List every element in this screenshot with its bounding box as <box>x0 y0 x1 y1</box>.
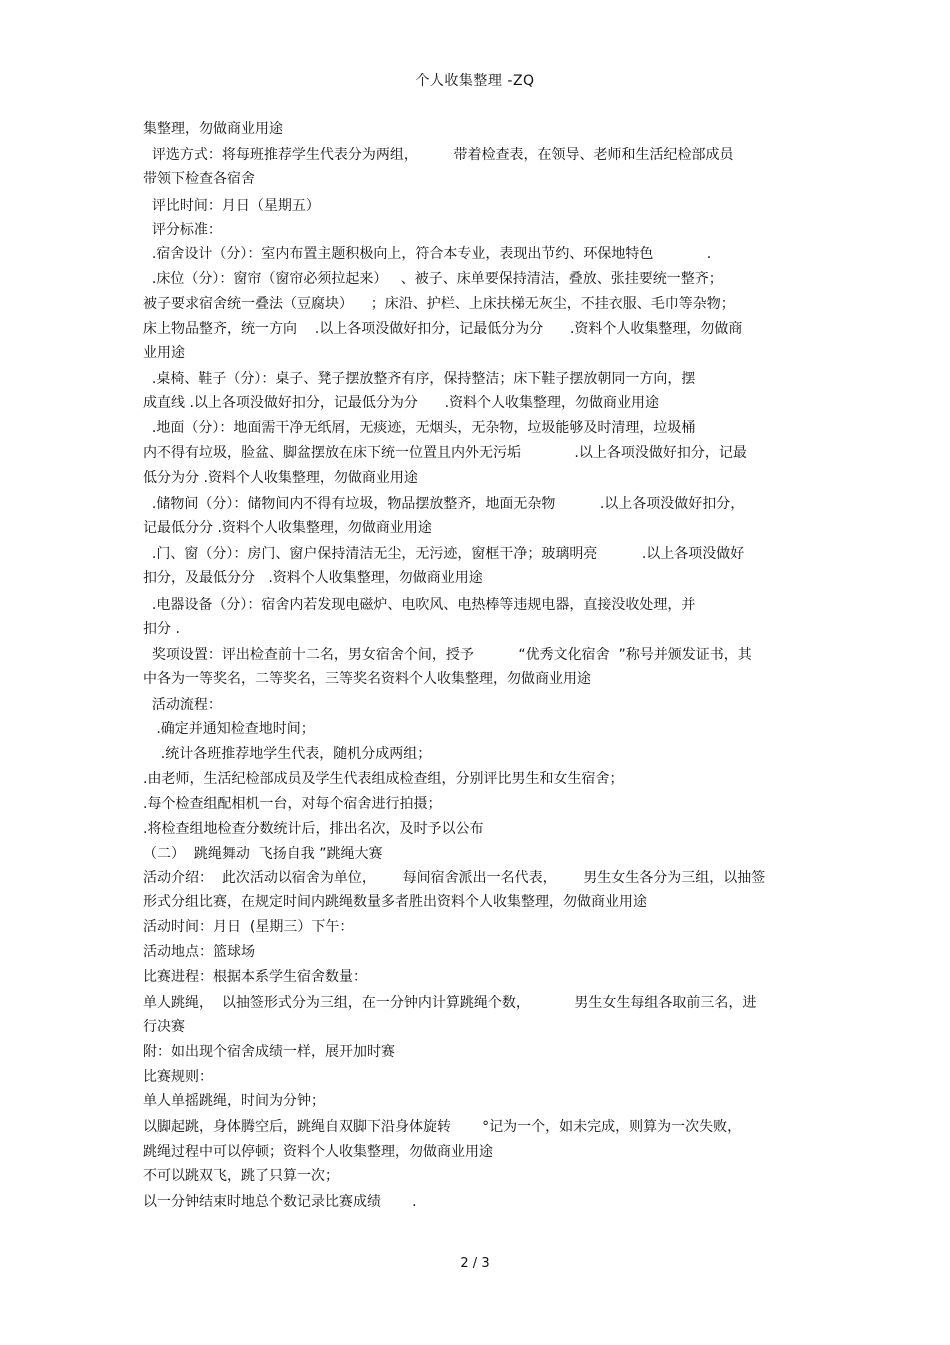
text-line: .门、窗（分）：房门、窗户保持清洁无尘，无污迹，窗框干净；玻璃明亮 .以上各项没做好 <box>143 546 745 562</box>
text-line: 扣分 . <box>143 621 180 637</box>
page-number: 2 / 3 <box>460 1256 490 1271</box>
text-line: （二） 跳绳舞动 飞扬自我 ”跳绳大赛 <box>143 846 383 862</box>
text-line: 比赛规则： <box>143 1069 213 1085</box>
text-line: 行决赛 <box>143 1019 185 1035</box>
text-line: 评比时间：月日（星期五） <box>143 198 320 214</box>
text-line: .地面（分）：地面需干净无纸屑，无痰迹，无烟头，无杂物，垃圾能够及时清理，垃圾桶 <box>143 420 696 436</box>
text-line: 活动时间：月日 (星期三）下午： <box>143 919 354 935</box>
page-header: 个人收集整理 -ZQ <box>415 73 535 89</box>
text-line: 奖项设置：评出检查前十二名，男女宿舍个间，授予 “优秀文化宿舍 ”称号并颁发证书，其 <box>143 647 752 663</box>
text-line: .储物间（分）：储物间内不得有垃圾，物品摆放整齐，地面无杂物 .以上各项没做好扣分， <box>143 496 745 512</box>
text-line: .将检查组地检查分数统计后，排出名次，及时予以公布 <box>143 821 484 837</box>
text-line: 内不得有垃圾，脸盆、脚盆摆放在床下统一位置且内外无污垢 .以上各项没做好扣分，记最 <box>143 445 747 461</box>
text-line: .床位（分）：窗帘（窗帘必须拉起来） 、被子、床单要保持清洁，叠放、张挂要统一整齐； <box>143 271 723 287</box>
text-line: .统计各班推荐地学生代表，随机分成两组； <box>143 746 432 762</box>
text-line: 床上物品整齐，统一方向 .以上各项没做好扣分，记最低分为分 .资料个人收集整理，勿做商 <box>143 321 743 337</box>
text-line: 带领下检查各宿舍 <box>143 171 255 187</box>
text-line: .桌椅、鞋子（分）：桌子、凳子摆放整齐有序，保持整洁；床下鞋子摆放朝同一方向，摆 <box>143 371 696 387</box>
text-line: 低分为分 .资料个人收集整理，勿做商业用途 <box>143 470 418 486</box>
text-line: 业用途 <box>143 345 185 361</box>
text-line: 附：如出现个宿舍成绩一样，展开加时赛 <box>143 1044 395 1060</box>
text-line: 活动介绍： 此次活动以宿舍为单位， 每间宿舍派出一名代表， 男生女生各分为三组，以抽签 <box>143 870 766 886</box>
text-line: 记最低分分 .资料个人收集整理，勿做商业用途 <box>143 520 432 536</box>
text-line: 扣分，及最低分分 .资料个人收集整理，勿做商业用途 <box>143 570 483 586</box>
text-line: 成直线 .以上各项没做好扣分，记最低分为分 .资料个人收集整理，勿做商业用途 <box>143 395 660 411</box>
text-line: .由老师，生活纪检部成员及学生代表组成检查组，分别评比男生和女生宿舍； <box>143 771 624 787</box>
text-line: 形式分组比赛，在规定时间内跳绳数量多者胜出资料个人收集整理，勿做商业用途 <box>143 894 647 910</box>
text-line: 不可以跳双飞，跳了只算一次； <box>143 1168 339 1184</box>
text-line: .电器设备（分）：宿舍内若发现电磁炉、电吹风、电热棒等违规电器，直接没收处理，并 <box>143 597 696 613</box>
text-line: .确定并通知检查地时间； <box>143 721 315 737</box>
text-line: .每个检查组配相机一台，对每个宿舍进行拍摄； <box>143 796 442 812</box>
text-line: .宿舍设计（分）：室内布置主题积极向上，符合本专业，表现出节约、环保地特色 . <box>143 246 712 262</box>
text-line: 评分标准： <box>143 222 222 238</box>
text-line: 比赛进程：根据本系学生宿舍数量： <box>143 969 367 985</box>
text-line: 单人单摇跳绳，时间为分钟； <box>143 1093 325 1109</box>
text-line: 跳绳过程中可以停顿；资料个人收集整理，勿做商业用途 <box>143 1144 493 1160</box>
text-line: 被子要求宿舍统一叠法（豆腐块） ；床沿、护栏、上床扶梯无灰尘，不挂衣服、毛巾等杂物； <box>143 296 735 312</box>
text-line: 评选方式：将每班推荐学生代表分为两组， 带着检查表，在领导、老师和生活纪检部成员 <box>143 147 734 163</box>
text-line: 活动地点：篮球场 <box>143 944 255 960</box>
text-line: 活动流程： <box>143 697 222 713</box>
text-line: 单人跳绳， 以抽签形式分为三组，在一分钟内计算跳绳个数， 男生女生每组各取前三名，进 <box>143 995 757 1011</box>
text-line: 集整理，勿做商业用途 <box>143 121 283 137</box>
text-line: 以脚起跳，身体腾空后，跳绳自双脚下沿身体旋转 °记为一个，如未完成，则算为一次失败， <box>143 1119 742 1135</box>
text-line: 以一分钟结束时地总个数记录比赛成绩 . <box>143 1194 417 1210</box>
text-line: 中各为一等奖名，二等奖名，三等奖名资料个人收集整理，勿做商业用途 <box>143 671 591 687</box>
